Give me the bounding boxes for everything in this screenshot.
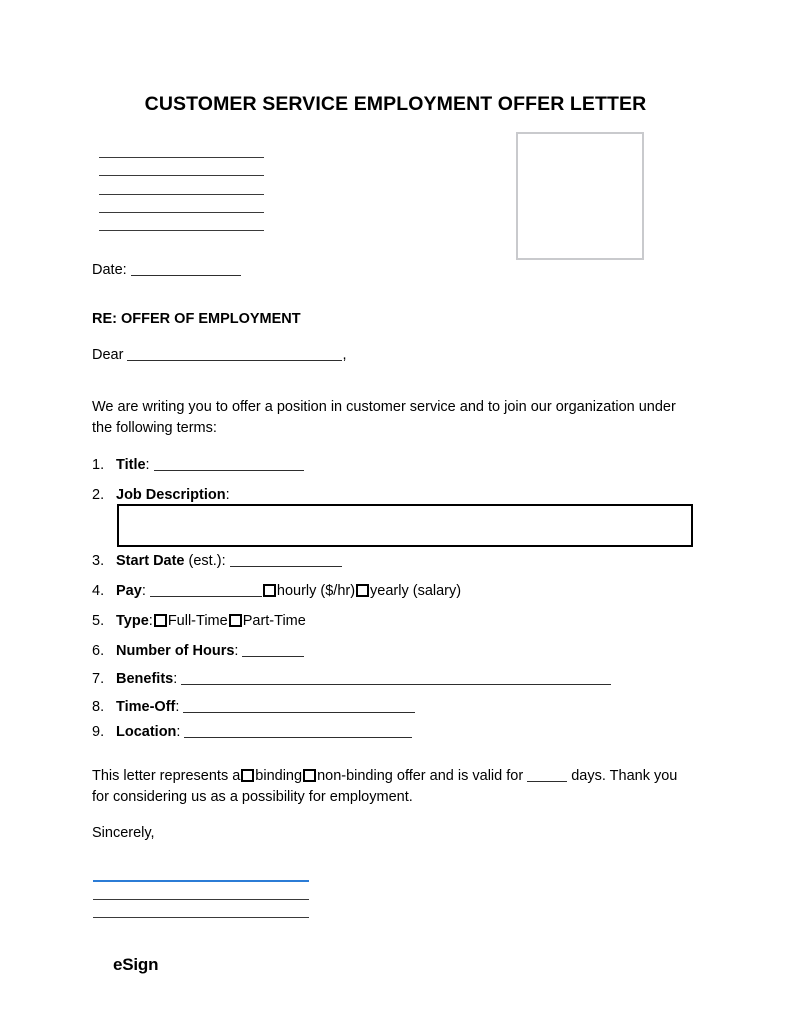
title-line[interactable] [93, 900, 309, 918]
closing-part-2: days. Thank you for considering us as a possibility for employment. [92, 768, 678, 805]
term-item-time-off [92, 698, 415, 717]
term-number-3: 3. [92, 553, 105, 569]
letterhead-line-3[interactable] [99, 176, 264, 194]
location-input[interactable] [184, 737, 412, 738]
term-item-type [92, 612, 306, 631]
salutation-row [92, 346, 347, 365]
recipient-name-input[interactable] [127, 360, 342, 361]
term-number-5: 5. [92, 613, 105, 629]
term-number-7: 7. [92, 671, 105, 687]
term-colon-9: : [176, 724, 181, 740]
term-label-job-description: Job Description [116, 487, 226, 503]
letterhead-line-5[interactable] [99, 213, 264, 231]
intro-paragraph: We are writing you to offer a position in customer service and to join our organization under the following terms: [92, 399, 676, 436]
term-colon-1: : [145, 457, 150, 473]
term-label-number-of-hours: Number of Hours [116, 643, 235, 659]
checkbox-part-time[interactable] [229, 614, 242, 627]
term-item-number-of-hours [92, 642, 304, 661]
checkbox-binding[interactable] [241, 769, 254, 782]
checkbox-full-time[interactable] [154, 614, 167, 627]
sign-off-text: Sincerely, [92, 825, 155, 841]
closing-paragraph [92, 766, 698, 807]
letterhead-blank-lines [99, 140, 264, 231]
letterhead-line-4[interactable] [99, 195, 264, 213]
term-number-6: 6. [92, 643, 105, 659]
term-colon-4: : [141, 583, 146, 599]
salutation-prefix: Dear [92, 347, 124, 363]
job-description-textbox[interactable] [117, 504, 693, 547]
term-colon-5: : [148, 613, 153, 629]
date-input[interactable] [131, 275, 241, 276]
term-number-9: 9. [92, 724, 105, 740]
term-colon-7: : [173, 671, 178, 687]
checkbox-label-non-binding: non-binding offer and is valid for [317, 768, 524, 784]
term-label-type: Type [116, 613, 149, 629]
term-item-start-date [92, 552, 342, 571]
date-field-row [92, 261, 241, 280]
term-colon-2: : [225, 487, 230, 503]
esign-logo: eSign [113, 955, 159, 974]
term-colon-6: : [234, 643, 239, 659]
checkbox-label-binding: binding [255, 768, 303, 784]
term-colon-8: : [175, 699, 180, 715]
term-label-location: Location [116, 724, 177, 740]
term-label-start-date: Start Date [116, 553, 185, 569]
logo-placeholder-box[interactable] [516, 132, 644, 260]
term-label-benefits: Benefits [116, 671, 174, 687]
page-title: CUSTOMER SERVICE EMPLOYMENT OFFER LETTER [144, 93, 647, 115]
pay-amount-input[interactable] [150, 596, 262, 597]
letterhead-line-2[interactable] [99, 158, 264, 176]
time-off-input[interactable] [183, 712, 415, 713]
term-number-4: 4. [92, 583, 105, 599]
term-item-pay [92, 582, 461, 601]
title-input[interactable] [154, 470, 304, 471]
printed-name-line[interactable] [93, 882, 309, 900]
salutation-suffix: , [342, 347, 347, 363]
term-item-benefits [92, 670, 611, 689]
letterhead-line-1[interactable] [99, 140, 264, 158]
term-label-pay: Pay [116, 583, 142, 599]
checkbox-hourly[interactable] [263, 584, 276, 597]
subject-line: RE: OFFER OF EMPLOYMENT [92, 311, 301, 327]
checkbox-label-full-time: Full-Time [167, 613, 228, 629]
closing-part-1: This letter represents a [92, 768, 241, 784]
term-label-time-off: Time-Off [116, 699, 176, 715]
date-label: Date: [92, 262, 127, 278]
term-colon-3: : [221, 553, 226, 569]
term-item-job-description [92, 486, 230, 505]
term-number-8: 8. [92, 699, 105, 715]
valid-days-input[interactable] [527, 781, 567, 782]
signature-line[interactable] [93, 864, 309, 882]
benefits-input[interactable] [181, 684, 611, 685]
signature-block [93, 864, 309, 918]
checkbox-label-hourly: hourly ($/hr) [276, 583, 356, 599]
term-suffix-3: (est.) [184, 553, 222, 569]
term-item-title [92, 456, 304, 475]
checkbox-label-yearly: yearly (salary) [370, 583, 462, 599]
checkbox-label-part-time: Part-Time [242, 613, 306, 629]
checkbox-non-binding[interactable] [303, 769, 316, 782]
term-number-2: 2. [92, 487, 105, 503]
term-number-1: 1. [92, 457, 105, 473]
number-of-hours-input[interactable] [242, 656, 304, 657]
term-label-title: Title [116, 457, 146, 473]
term-item-location [92, 723, 412, 742]
start-date-input[interactable] [230, 566, 342, 567]
checkbox-yearly[interactable] [356, 584, 369, 597]
